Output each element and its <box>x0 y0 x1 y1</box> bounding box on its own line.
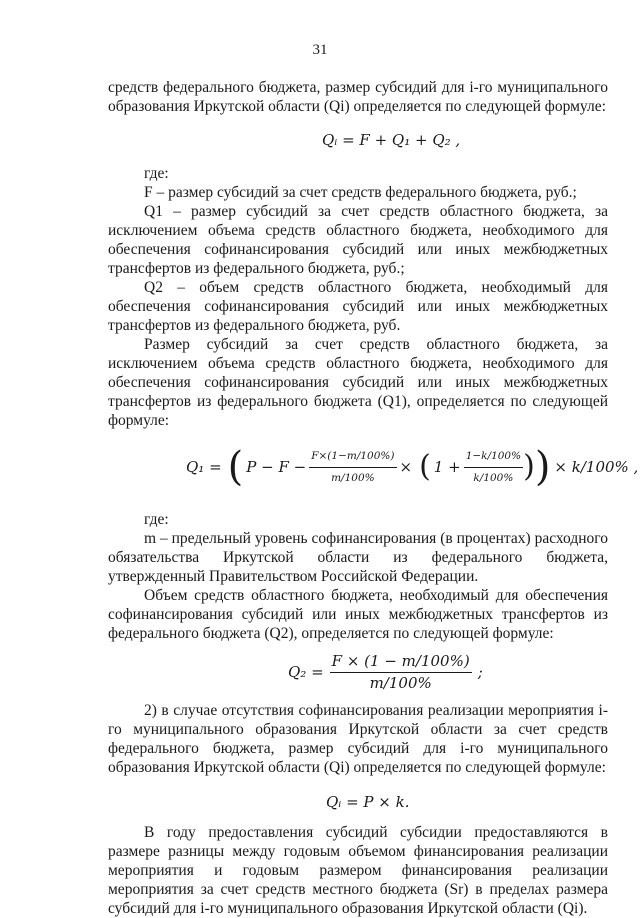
formula-q1 <box>108 430 639 504</box>
fraction-f-over-m <box>309 447 396 488</box>
formula-q1-lhs: Q₁ = <box>186 457 222 476</box>
paren-open-outer: ( <box>227 444 244 490</box>
formula-q1-times: × <box>399 457 413 476</box>
paragraph-q1-intro: Размер субсидий за счет средств областного бюджета, за исключением объема средств областного бюджета, необходимого для обеспечения софинансирования субсидий или иных межбюджетных трансфертов из федерального бюджета (Q1), определяется по следующей формуле: <box>108 336 608 429</box>
formula-q1-one-plus: 1 + <box>433 457 461 476</box>
definition-q1: Q1 – размер субсидий за счет средств областного бюджета, за исключением объема средств областного бюджета, необходимого для обеспечения софинансирования субсидий или иных межбюджетных трансфертов из федерального бюджета, руб.; <box>108 203 608 277</box>
paragraph-intro: средств федерального бюджета, размер субсидий для i-го муниципального образования Иркутской области (Qi) определяется по следующей формуле: <box>108 79 608 115</box>
formula-qi-sum: Qᵢ = F + Q₁ + Q₂ , <box>322 131 461 149</box>
paragraph-case-2: 2) в случае отсутствия софинансирования реализации мероприятия i-го муниципального образования Иркутской области за счет средств федерального бюджета, размер субсидий для i-го муниципального образования Иркутской области (Qi) определяется по следующей формуле: <box>108 702 608 776</box>
fraction-f-denominator: m/100% <box>331 471 375 484</box>
label-where-2: где: <box>144 511 169 528</box>
label-where: где: <box>144 165 169 182</box>
fraction-q2-numerator: F × (1 − m/100%) <box>330 652 472 673</box>
paragraph-q2-intro: Объем средств областного бюджета, необходимый для обеспечения софинансирования субсидий или иных межбюджетных трансфертов из федерального бюджета (Q2), определяется по следующей формуле: <box>108 587 608 642</box>
fraction-q2 <box>330 652 472 693</box>
paren-close-inner: ) <box>523 449 535 484</box>
definition-m: m – предельный уровень софинансирования (в процентах) расходного обязательства Иркутской области из федерального бюджета, утвержденный Правительством Российской Федерации. <box>108 530 608 585</box>
paren-open-inner: ( <box>419 449 431 484</box>
document-body <box>108 78 639 918</box>
formula-q1-tail: × k/100% , <box>554 457 639 476</box>
formula-qi-product: Qᵢ = P × k. <box>326 793 410 811</box>
fraction-k-denominator: k/100% <box>473 471 514 484</box>
page-number: 31 <box>312 42 328 58</box>
formula-q2-tail: ; <box>477 662 483 681</box>
formula-q1-pf: P − F − <box>246 457 307 476</box>
formula-q2-lhs: Q₂ = <box>288 662 324 681</box>
fraction-k <box>464 447 523 488</box>
fraction-q2-denominator: m/100% <box>369 673 432 692</box>
fraction-f-numerator: F×(1−m/100%) <box>309 447 396 468</box>
fraction-k-numerator: 1−k/100% <box>464 447 523 468</box>
definition-q2: Q2 – объем средств областного бюджета, необходимый для обеспечения софинансирования субсидий или иных межбюджетных трансфертов из федерального бюджета, руб. <box>108 279 608 334</box>
formula-q2 <box>108 643 608 701</box>
paragraph-final: В году предоставления субсидий субсидии предоставляются в размере разницы между годовым объемом финансирования реализации мероприятия и годовым размером финансирования реализации мероприятия за счет средств местного бюджета (Sr) в пределах размера субсидий для i-го муниципального образования Иркутской области (Qi). <box>108 824 608 917</box>
paren-close-outer: ) <box>534 444 551 490</box>
definition-f: F – размер субсидий за счет средств федерального бюджета, руб.; <box>144 184 577 201</box>
